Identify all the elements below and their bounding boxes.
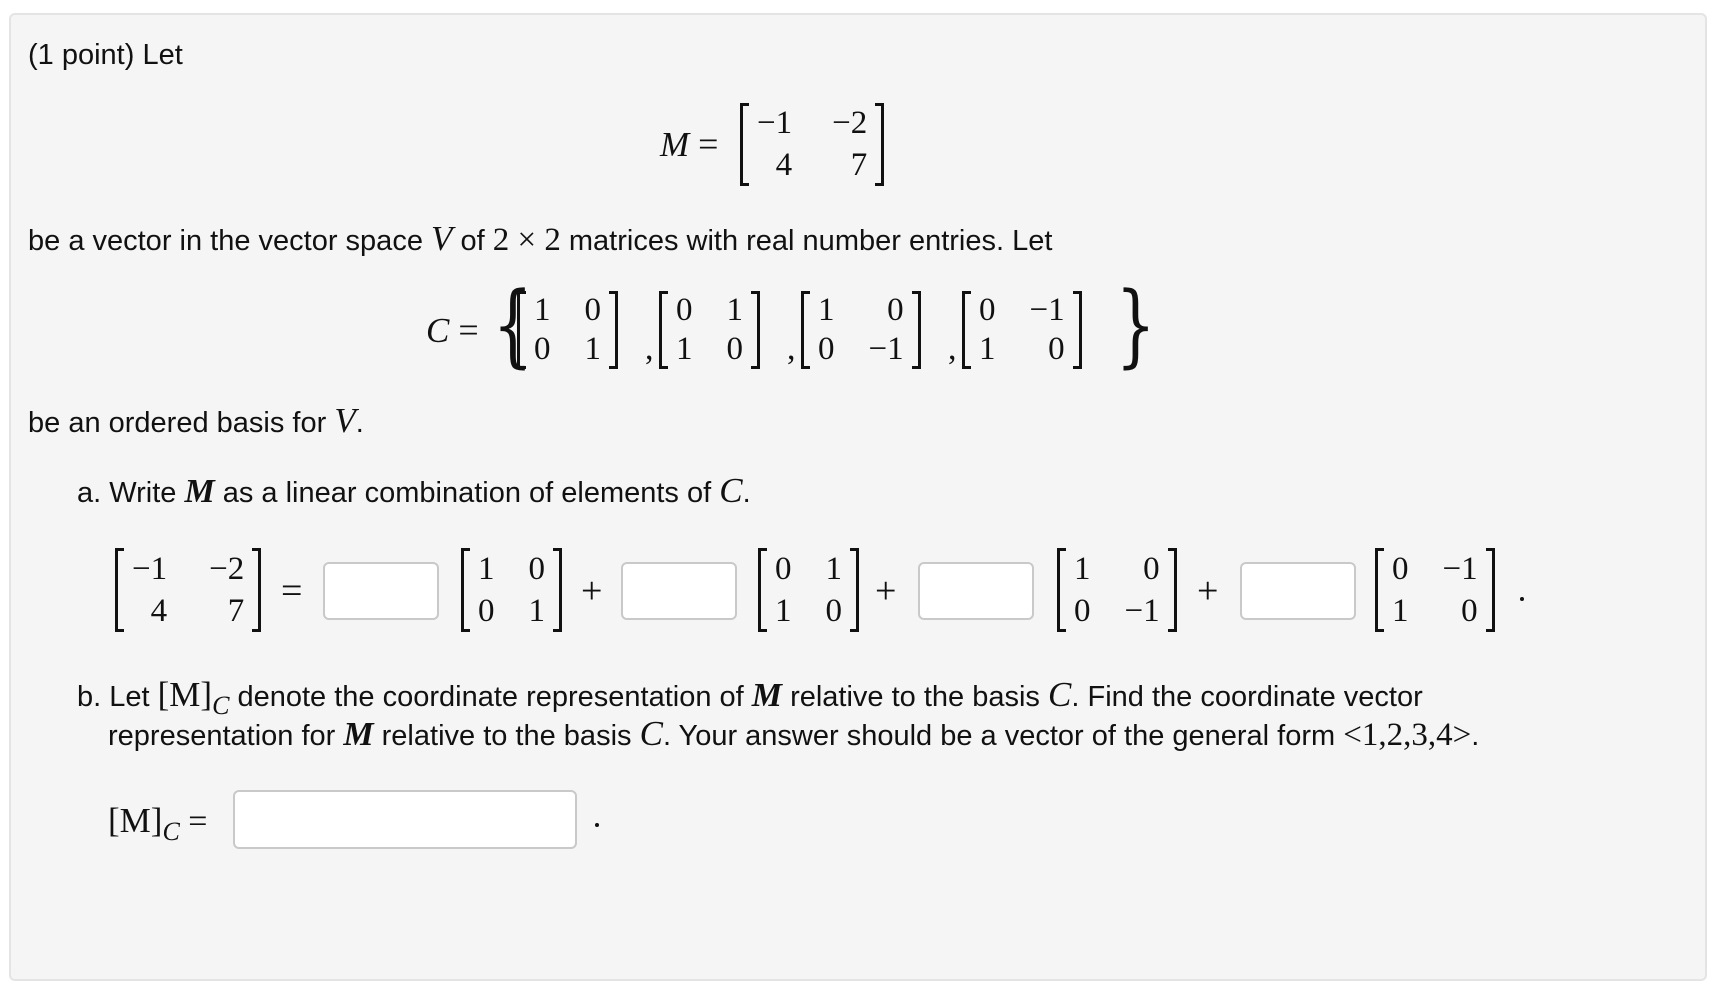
matrix-cell: 1 <box>584 331 601 367</box>
matrix-cell: −1 <box>1124 592 1160 629</box>
coefficient-input-4[interactable] <box>1240 562 1356 620</box>
matrix-cell: 0 <box>528 550 545 587</box>
ordered-basis-text: be an ordered basis for V. <box>28 401 364 440</box>
matrix-m-cell: 7 <box>850 146 868 183</box>
term-matrix-2 <box>758 548 859 632</box>
matrix-cell: 0 <box>726 331 743 367</box>
question-intro: (1 point) Let <box>28 39 183 71</box>
equals-sign: = <box>281 570 303 612</box>
matrix-cell: −1 <box>868 331 904 367</box>
matrix-cell: 4 <box>150 592 168 629</box>
basis-close-brace: } <box>1115 273 1156 378</box>
matrix-cell: 7 <box>227 592 245 629</box>
basis-label: C = <box>426 310 479 350</box>
basis-matrix-3 <box>801 291 921 369</box>
matrix-m <box>740 103 884 186</box>
matrix-cell: 1 <box>676 331 693 367</box>
term-matrix-1 <box>461 548 562 632</box>
basis-matrix-4 <box>962 291 1082 369</box>
matrix-cell: 0 <box>1074 592 1091 629</box>
matrix-cell: 0 <box>1461 592 1478 629</box>
matrix-cell: 1 <box>534 292 551 328</box>
matrix-cell: −1 <box>132 550 168 587</box>
matrix-cell: 1 <box>726 292 743 328</box>
matrix-cell: 0 <box>584 292 601 328</box>
term-matrix-3 <box>1057 548 1177 632</box>
period-dot <box>595 823 599 827</box>
matrix-cell: 1 <box>818 292 835 328</box>
basis-comma: , <box>948 330 957 367</box>
matrix-cell: 1 <box>775 592 792 629</box>
matrix-cell: 0 <box>676 292 693 328</box>
lhs-matrix <box>115 548 261 632</box>
matrix-cell: 0 <box>1143 550 1160 587</box>
matrix-cell: −2 <box>209 550 245 587</box>
matrix-cell: 1 <box>1074 550 1091 587</box>
matrix-cell: 1 <box>825 550 842 587</box>
matrix-cell: 1 <box>979 331 996 367</box>
matrix-m-cell: −1 <box>757 105 793 142</box>
part-b-prompt-line1: b. Let [M]C denote the coordinate representation of M relative to the basis C. Find the coordinate vector <box>77 675 1423 720</box>
matrix-cell: 1 <box>1392 592 1409 629</box>
matrix-cell: −1 <box>1442 550 1478 587</box>
matrix-m-cell: 4 <box>775 146 793 183</box>
matrix-cell: 0 <box>534 331 551 367</box>
plus-sign: + <box>875 570 897 612</box>
basis-matrix-2 <box>659 291 760 369</box>
part-b-prompt-line2: representation for M relative to the basis C. Your answer should be a vector of the general form <1,2,3,4>. <box>108 714 1480 753</box>
basis-matrix-1 <box>517 291 618 369</box>
matrix-cell: 0 <box>478 592 495 629</box>
plus-sign: + <box>581 570 603 612</box>
basis-open-brace: { <box>492 273 533 378</box>
coefficient-input-2[interactable] <box>621 562 737 620</box>
matrix-cell: 1 <box>528 592 545 629</box>
basis-comma: , <box>645 330 654 367</box>
matrix-cell: 0 <box>887 292 904 328</box>
vector-space-text: be a vector in the vector space V of 2 × 2 matrices with real number entries. Let <box>28 219 1053 258</box>
basis-comma: , <box>787 330 796 367</box>
matrix-cell: 0 <box>979 292 996 328</box>
matrix-cell: 0 <box>1048 331 1065 367</box>
coordinate-vector-input[interactable] <box>233 790 577 849</box>
part-a-prompt: a. Write M as a linear combination of elements of C. <box>77 471 751 510</box>
plus-sign: + <box>1197 570 1219 612</box>
matrix-m-cell: −2 <box>832 105 868 142</box>
matrix-cell: 0 <box>818 331 835 367</box>
answer-label: $[M]_C$ = <box>108 801 208 846</box>
coefficient-input-1[interactable] <box>323 562 439 620</box>
matrix-cell: 0 <box>775 550 792 587</box>
period-dot <box>1520 597 1524 601</box>
coefficient-input-3[interactable] <box>918 562 1034 620</box>
matrix-cell: 0 <box>825 592 842 629</box>
term-matrix-4 <box>1375 548 1495 632</box>
matrix-m-label: M = <box>660 124 719 164</box>
matrix-cell: −1 <box>1029 292 1065 328</box>
matrix-cell: 0 <box>1392 550 1409 587</box>
matrix-cell: 1 <box>478 550 495 587</box>
